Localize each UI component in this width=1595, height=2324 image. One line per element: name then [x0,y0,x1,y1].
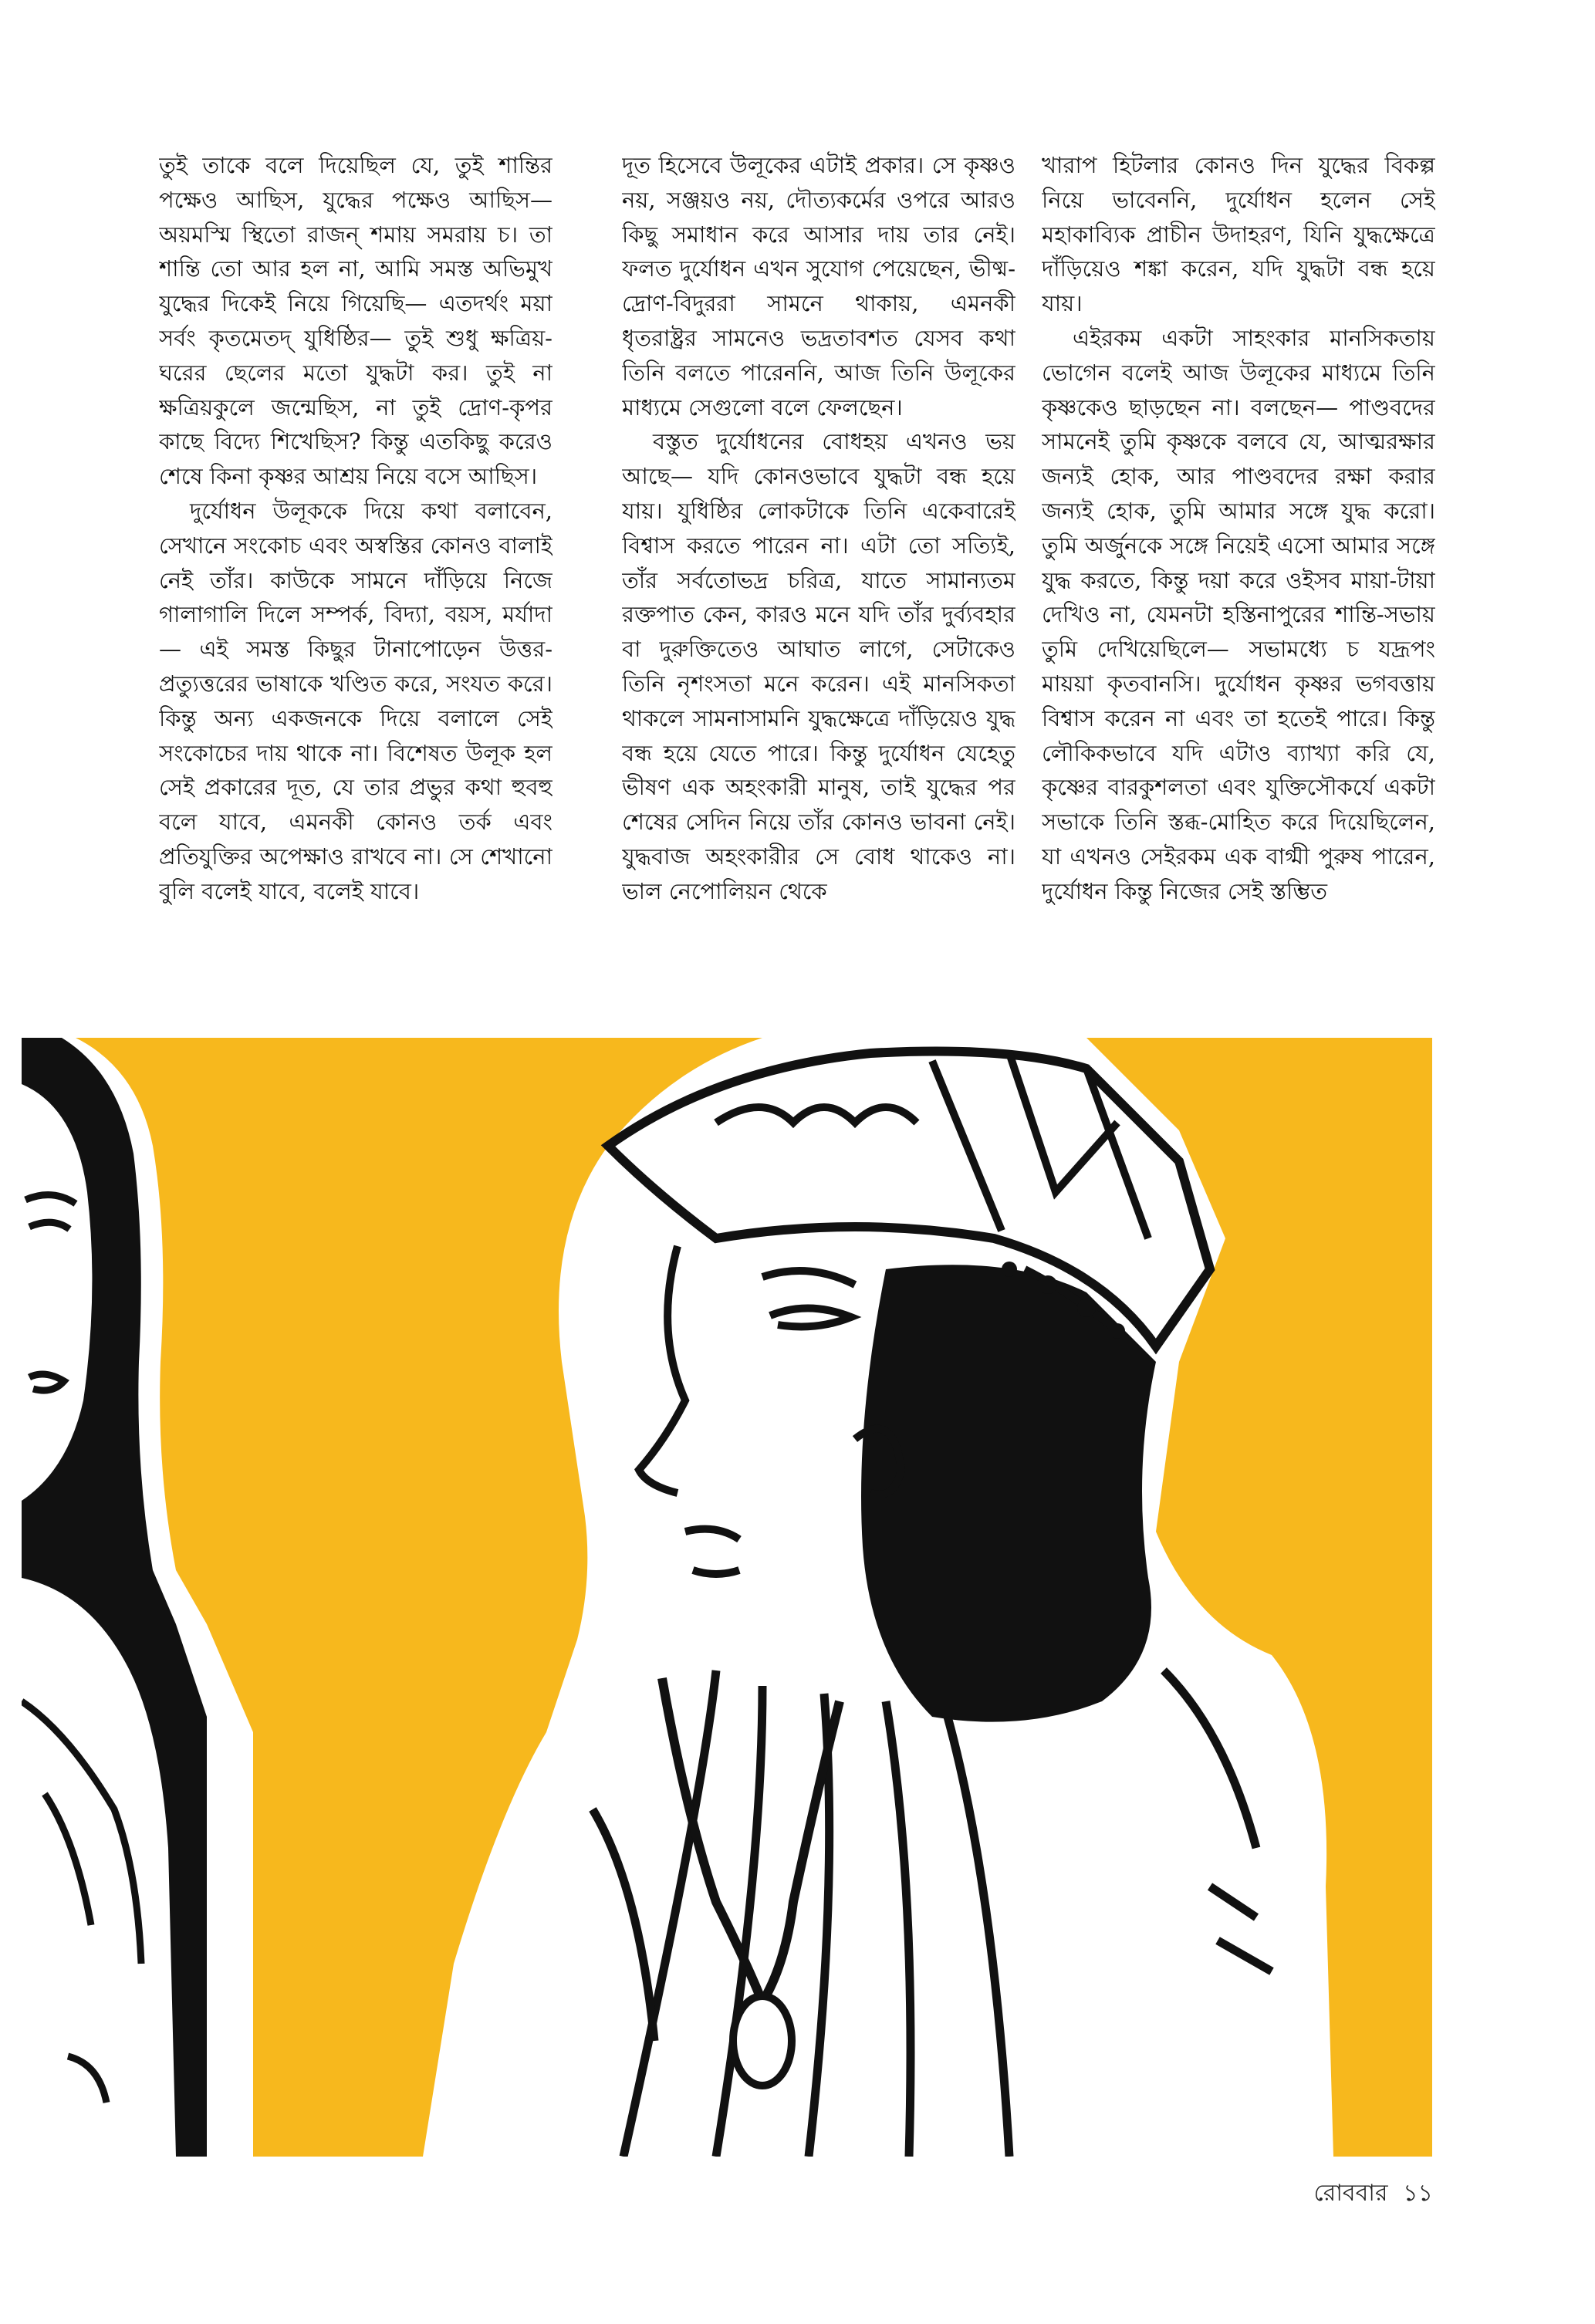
paragraph: তুই তাকে বলে দিয়েছিল যে, তুই শান্তির পক্ষেও আছিস, যুদ্ধের পক্ষেও আছিস— অয়মস্মি স্থিতো রাজন্‌ শমায় সমরায় চ। তা শান্তি তো আর হল না, আমি সমস্ত অভিমুখ যুদ্ধের দিকেই নিয়ে গিয়েছি— এতদর্থং ময়া সর্বং কৃতমেতদ্‌ যুধিষ্ঠির— তুই শুধু ক্ষত্রিয়-ঘরের ছেলের মতো যুদ্ধটা কর। তুই না ক্ষত্রিয়কুলে জন্মেছিস, না তুই দ্রোণ-কৃপর কাছে বিদ্যে শিখেছিস? কিন্তু এতকিছু করেও শেষে কিনা কৃষ্ণর আশ্রয় নিয়ে বসে আছিস। [159,152,553,490]
magazine-name: রোববার [1313,2180,1388,2207]
page-footer [1306,2174,1433,2214]
illustration-krishna-duryodhana [22,1038,1432,2157]
paragraph: এইরকম একটা সাহংকার মানসিকতায় ভোগেন বলেই আজ উলূকের মাধ্যমে তিনি কৃষ্ণকেও ছাড়ছেন না। বলছেন— পাণ্ডবদের সামনেই তুমি কৃষ্ণকে বলবে যে, আত্মরক্ষার জন্যই হোক, আর পাণ্ডবদের রক্ষা করার জন্যই হোক, তুমি আমার সঙ্গে যুদ্ধ করো। তুমি অর্জুনকে সঙ্গে নিয়েই এসো আমার সঙ্গে যুদ্ধ করতে, কিন্তু দয়া করে ওইসব মায়া-টায়া দেখিও না, যেমনটা হস্তিনাপুরের শান্তি-সভায় তুমি দেখিয়েছিলে— সভামধ্যে চ যদ্রূপং মায়য়া কৃতবানসি। দুর্যোধন কৃষ্ণর ভগবত্তায় বিশ্বাস করেন না এবং তা হতেই পারে। কিন্তু লৌকিকভাবে যদি এটাও ব্যাখ্যা করি যে, কৃষ্ণের বারকুশলতা এবং যুক্তিসৌকর্যে একটা সভাকে তিনি স্তব্ধ-মোহিত করে দিয়েছিলেন, যা এখনও সেইরকম এক বাগ্মী পুরুষ পারেন, দুর্যোধন কিন্তু নিজের সেই স্তম্ভিত [1042,324,1435,904]
paragraph: বস্তুত দুর্যোধনের বোধহয় এখনও ভয় আছে— যদি কোনওভাবে যুদ্ধটা বন্ধ হয়ে যায়। যুধিষ্ঠির লোকটাকে তিনি একেবারেই বিশ্বাস করতে পারেন না। এটা তো সত্যিই, তাঁর সর্বতোভদ্র চরিত্র, যাতে সামান্যতম রক্তপাত কেন, কারও মনে যদি তাঁর দুর্ব্যবহার বা দুরুক্তিতেও আঘাত লাগে, সেটাকেও তিনি নৃশংসতা মনে করেন। এই মানসিকতা থাকলে সামনাসামনি যুদ্ধক্ষেত্রে দাঁড়িয়েও যুদ্ধ বন্ধ হয়ে যেতে পারে। কিন্তু দুর্যোধন যেহেতু ভীষণ এক অহংকারী মানুষ, তাই যুদ্ধের পর শেষের সেদিন নিয়ে তাঁর কোনও ভাবনা নেই। যুদ্ধবাজ অহংকারীর সে বোধ থাকেও না। ভাল নেপোলিয়ন থেকে [622,428,1015,904]
necklace-pendant [733,1996,792,2086]
paragraph: দুর্যোধন উলূককে দিয়ে কথা বলাবেন, সেখানে সংকোচ এবং অস্বস্তির কোনও বালাই নেই তাঁর। কাউকে সামনে দাঁড়িয়ে নিজে গালাগালি দিলে সম্পর্ক, বিদ্যা, বয়স, মর্যাদা— এই সমস্ত কিছুর টানাপোড়েন উত্তর-প্রত্যুত্তরের ভাষাকে খণ্ডিত করে, সংযত করে। কিন্তু অন্য একজনকে দিয়ে বলালে সেই সংকোচের দায় থাকে না। বিশেষত উলূক হল সেই প্রকারের দূত, যে তার প্রভুর কথা হুবহু বলে যাবে, এমনকী কোনও তর্ক এবং প্রতিযুক্তির অপেক্ষাও রাখবে না। সে শেখানো বুলি বলেই যাবে, বলেই যাবে। [159,497,553,904]
paragraph: দূত হিসেবে উলূকের এটাই প্রকার। সে কৃষ্ণও নয়, সঞ্জয়ও নয়, দৌত্যকর্মের ওপরে আরও কিছু সমাধান করে আসার দায় তার নেই। ফলত দুর্যোধন এখন সুযোগ পেয়েছেন, ভীষ্ম-দ্রোণ-বিদুররা সামনে থাকায়, এমনকী ধৃতরাষ্ট্রর সামনেও ভদ্রতাবশত যেসব কথা তিনি বলতে পারেননি, আজ তিনি উলূকের মাধ্যমে সেগুলো বলে ফেলছেন। [622,152,1015,421]
page-number: ১১ [1403,2180,1433,2207]
text-column-2 [622,148,1015,997]
text-column-1 [159,148,553,997]
illustration-drawing [22,1038,1432,2157]
paragraph: খারাপ হিটলার কোনও দিন যুদ্ধের বিকল্প নিয়ে ভাবেননি, দুর্যোধন হলেন সেই মহাকাব্যিক প্রাচীন উদাহরণ, যিনি যুদ্ধক্ষেত্রে দাঁড়িয়েও শঙ্কা করেন, যদি যুদ্ধটা বন্ধ হয়ে যায়। [1042,152,1435,317]
text-column-3 [1042,148,1435,997]
